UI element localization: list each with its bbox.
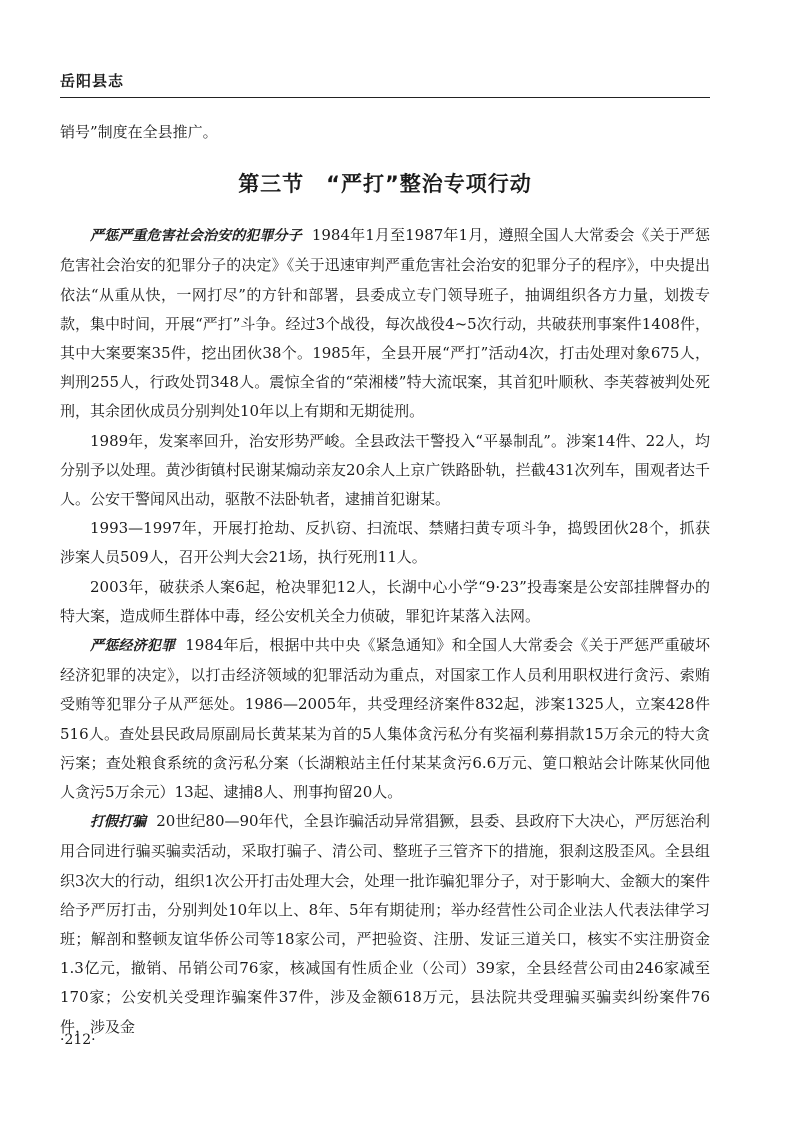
paragraph-text: 1984年后，根据中共中央《紧急通知》和全国人大常委会《关于严惩严重破坏经济犯罪的决定》，以打击经济领域的犯罪活动为重点，对国家工作人员利用职权进行贪污、索贿受贿等犯罪分子从严惩处。1986—2005年，共受理经济案件832起，涉案1325人，立案428件516人。查处县民政局原副局长黄某某为首的5人集体贪污私分有奖福利募捐款15万余元的特大贪污案；查处粮食系统的贪污私分案（长湖粮站主任付某某贪污6.6万元、筻口粮站会计陈某伙同他人贪污5万余元）13起、逮捕8人、刑事拘留20人。	[60, 636, 710, 802]
paragraph-heading: 严惩经济犯罪	[90, 638, 176, 655]
paragraph-serious-crime	[60, 221, 710, 426]
paragraph-1989: 1989年，发案率回升，治安形势严峻。全县政法干警投入“平暴制乱”。涉案14件、22人，均分别予以处理。黄沙街镇村民谢某煽动亲友20余人上京广铁路卧轨，拦截431次列车，围观者达千人。公安干警闻风出动，驱散不法卧轨者，逮捕首犯谢某。	[60, 431, 710, 509]
intro-continuation: 销号”制度在全县推广。	[60, 123, 218, 141]
paragraph-2003: 2003年，破获杀人案6起，枪决罪犯12人，长湖中心小学“9·23”投毒案是公安部挂牌督办的特大案，造成师生群体中毒，经公安机关全力侦破，罪犯许某落入法网。	[60, 577, 710, 625]
paragraph-economic-crime	[60, 631, 710, 807]
paragraph-text: 20世纪80—90年代，全县诈骗活动异常猖獗，县委、县政府下大决心，严厉惩治利用合同进行骗买骗卖活动，采取打骗子、清公司、整班子三管齐下的措施，狠刹这股歪风。全县组织3次大的行动，组织1次公开打击处理大会，处理一批诈骗犯罪分子，对于影响大、金额大的案件给予严厉打击，分别判处10年以上、8年、5年有期徒刑；举办经营性公司企业法人代表法律学习班；解剖和整顿友谊华侨公司等18家公司，严把验资、注册、发证三道关口，核实不实注册资金1.3亿元，撤销、吊销公司76家，核减国有性质企业（公司）39家，全县经营公司由246家减至170家；公安机关受理诈骗案件37件，涉及金额618万元，县法院共受理骗买骗卖纠纷案件76件，涉及金	[60, 812, 710, 1036]
paragraph-1993-1997: 1993—1997年，开展打抢劫、反扒窃、扫流氓、禁赌扫黄专项斗争，捣毁团伙28个，抓获涉案人员509人，召开公判大会21场，执行死刑11人。	[60, 519, 710, 567]
paragraph-text: 1984年1月至1987年1月，遵照全国人大常委会《关于严惩危害社会治安的犯罪分子的决定》《关于迅速审判严重危害社会治安的犯罪分子的程序》，中央提出依法“从重从快，一网打尽”的方针和部署，县委成立专门领导班子，抽调组织各方力量，划拨专款，集中时间，开展“严打”斗争。经过3个战役，每次战役4~5次行动，共破获刑事案件1408件，其中大案要案35件，挖出团伙38个。1985年，全县开展“严打”活动4次，打击处理对象675人，判刑255人，行政处罚348人。震惊全省的“荣湘楼”特大流氓案，其首犯叶顺秋、李芙蓉被判处死刑，其余团伙成员分别判处10年以上有期和无期徒刑。	[60, 226, 711, 421]
running-header: 岳阳县志	[60, 72, 125, 90]
header-rule	[60, 97, 710, 98]
page-number: ·212·	[60, 1032, 96, 1048]
paragraph-anti-fraud	[60, 807, 710, 1042]
paragraph-heading: 严惩严重危害社会治安的犯罪分子	[90, 228, 302, 245]
section-title: 第三节 “严打”整治专项行动	[238, 172, 532, 197]
page-body	[60, 118, 710, 1042]
paragraph-heading: 打假打骗	[90, 814, 147, 831]
